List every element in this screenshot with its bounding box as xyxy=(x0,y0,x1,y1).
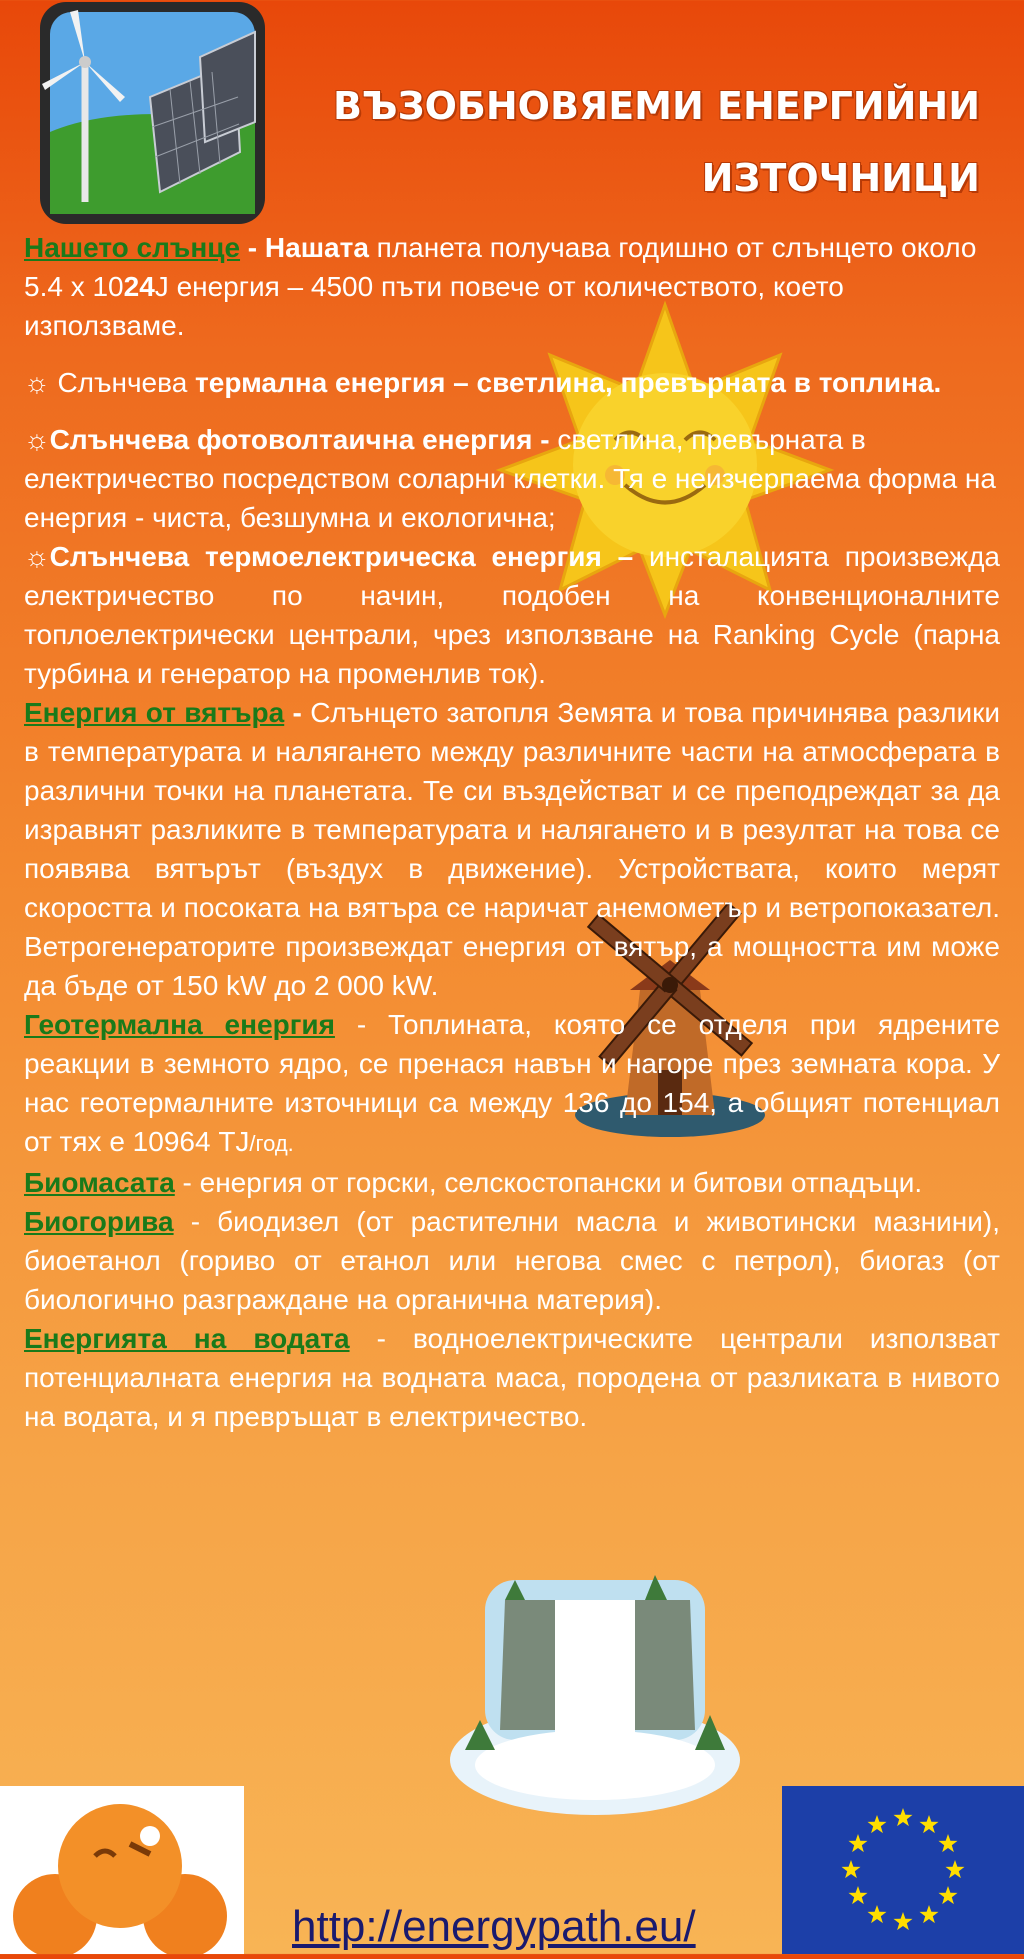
section-thermal xyxy=(24,363,1000,402)
page-title xyxy=(300,70,980,214)
heading-geothermal: Геотермална енергия xyxy=(24,1009,335,1040)
sun-exponent: 24 xyxy=(123,271,155,302)
section-biomass xyxy=(24,1163,1000,1202)
thermal-bold: термална енергия – светлина, превърната в топлина. xyxy=(195,367,942,398)
eu-star xyxy=(849,1834,868,1852)
thermoelectric-bold: Слънчева термоелектрическа енергия – xyxy=(49,541,634,572)
sun-lead: - Нашата xyxy=(240,232,369,263)
eu-star xyxy=(920,1815,939,1833)
geo-unit: /год. xyxy=(249,1131,294,1156)
eu-star xyxy=(894,1912,913,1930)
section-geothermal xyxy=(24,1005,1000,1163)
eu-star xyxy=(894,1808,913,1826)
sun-text-2: J енергия – 4500 пъти повече от количеството, което използваме. xyxy=(24,271,844,341)
geo-text: - Топлината, която се отделя при ядрените реакции в земното ядро, се пренася навън и нагоре през земната кора. У нас геотермалните източници са между 136 до 154, а общият потенциал от тях е 10964 TJ xyxy=(24,1009,1000,1157)
wind-solar-logo-icon xyxy=(40,2,265,224)
eu-star xyxy=(842,1860,861,1878)
wind-text: Слънцето затопля Земята и това причинява разлики в температурата и налягането между различните части на атмосферата в различни точки на планетата. Те си въздействат и се преподреждат за да изравнят разликите в температурата и налягането и в резултат на това се появява вятърът (въздух в движение). Устройствата, които мерят скоростта и посоката на вятъра се наричат анемометър и ветропоказател. Ветрогенераторите произвеждат енергия от вятър, а мощността им може да бъде от 150 kW до 2 000 kW. xyxy=(24,697,1001,1001)
eu-flag-icon xyxy=(782,1786,1024,1954)
section-thermoelectric xyxy=(24,537,1000,693)
sun-text: планета получава годишно от слънцето около 5.4 x 10 xyxy=(24,232,977,302)
biofuels-text: - биодизел (от растителни масла и животински мазнини), биоетанол (гориво от етанол или негова смес с петрол), биогаз (от биологично разграждане на органична материя). xyxy=(24,1206,1000,1315)
heading-wind: Енергия от вятъра xyxy=(24,697,285,728)
eu-star xyxy=(868,1905,887,1923)
eu-star xyxy=(939,1886,958,1904)
thermoelectric-text: инсталацията произвежда електричество по начин, подобен на конвенционалните топлоелектрически централи, чрез използване на Ranking Cycle (парна турбина и генератор на променлив ток). xyxy=(24,541,1000,689)
eu-star xyxy=(939,1834,958,1852)
wind-sep: - xyxy=(284,697,311,728)
heading-biomass: Биомасата xyxy=(24,1167,175,1198)
sun-symbol-icon: ☼ xyxy=(24,541,50,572)
pv-bold: Слънчева фотоволтаична енергия - xyxy=(49,424,550,455)
biomass-text: - енергия от горски, селскостопански и битови отпадъци. xyxy=(174,1167,923,1198)
main-text xyxy=(24,228,1000,1436)
section-biofuels xyxy=(24,1202,1000,1319)
section-sun xyxy=(24,228,1000,345)
sun-symbol-icon: ☼ xyxy=(24,367,50,398)
heading-our-sun: Нашето слънце xyxy=(24,232,241,263)
section-wind xyxy=(24,693,1000,1005)
eu-star xyxy=(920,1905,939,1923)
section-water xyxy=(24,1319,1000,1436)
heading-water: Енергията на водата xyxy=(24,1323,350,1354)
sun-symbol-icon: ☼ xyxy=(24,424,50,455)
mascot-icon xyxy=(0,1786,244,1954)
section-photovoltaic xyxy=(24,420,1000,537)
eu-star xyxy=(849,1886,868,1904)
pv-text: светлина, превърната в електричество посредством соларни клетки. Тя е неизчерпаема форма на енергия - чиста, безшумна и екологична; xyxy=(24,424,996,533)
eu-star xyxy=(946,1860,965,1878)
water-text: - водноелектрическите централи използват потенциалната енергия на водната маса, породена от разликата в нивото на водата, и я превръщат в електричество. xyxy=(24,1323,1000,1432)
thermal-lead: Слънчева xyxy=(49,367,196,398)
heading-biofuels: Биогорива xyxy=(24,1206,174,1237)
title-line-2: ИЗТОЧНИЦИ xyxy=(701,156,980,201)
footer-url-link[interactable]: http://energypath.eu/ xyxy=(292,1902,696,1951)
waterfall-icon xyxy=(445,1560,745,1815)
eu-star xyxy=(868,1815,887,1833)
title-line-1: ВЪЗОБНОВЯЕМИ ЕНЕРГИЙНИ xyxy=(332,84,980,128)
